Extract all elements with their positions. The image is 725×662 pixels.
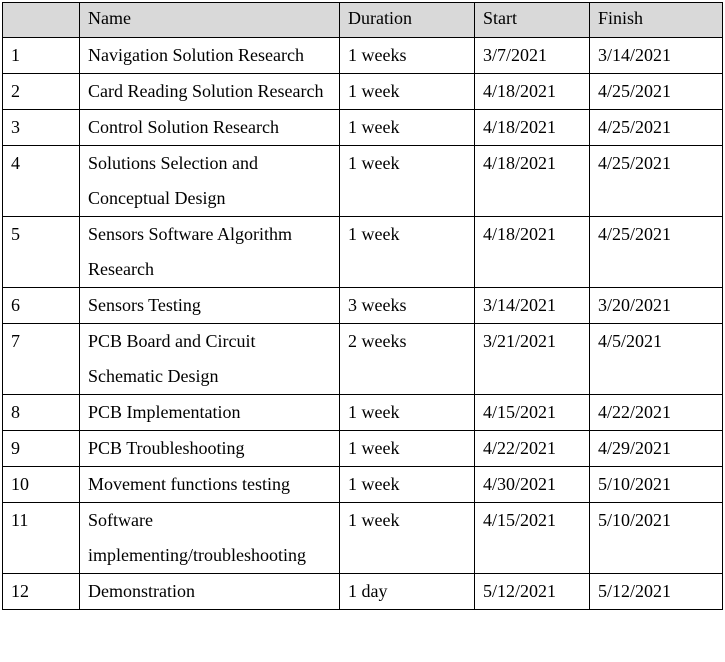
cell-name: Sensors Software Algorithm Research bbox=[80, 217, 340, 288]
cell-name: Navigation Solution Research bbox=[80, 38, 340, 74]
cell-start: 4/30/2021 bbox=[475, 467, 590, 503]
table-row bbox=[3, 146, 723, 217]
table-row bbox=[3, 324, 723, 395]
cell-finish: 4/25/2021 bbox=[590, 110, 723, 146]
cell-duration: 1 weeks bbox=[340, 38, 475, 74]
table-row bbox=[3, 574, 723, 610]
cell-id: 8 bbox=[3, 395, 80, 431]
cell-name: PCB Troubleshooting bbox=[80, 431, 340, 467]
cell-name: Sensors Testing bbox=[80, 288, 340, 324]
cell-name: PCB Implementation bbox=[80, 395, 340, 431]
cell-name: Control Solution Research bbox=[80, 110, 340, 146]
table-row bbox=[3, 110, 723, 146]
table-row bbox=[3, 288, 723, 324]
cell-start: 3/14/2021 bbox=[475, 288, 590, 324]
cell-start: 4/18/2021 bbox=[475, 146, 590, 217]
cell-name: Demonstration bbox=[80, 574, 340, 610]
cell-duration: 1 day bbox=[340, 574, 475, 610]
cell-finish: 4/29/2021 bbox=[590, 431, 723, 467]
cell-duration: 1 week bbox=[340, 503, 475, 574]
cell-name: PCB Board and Circuit Schematic Design bbox=[80, 324, 340, 395]
header-finish: Finish bbox=[590, 3, 723, 38]
cell-name: Software implementing/troubleshooting bbox=[80, 503, 340, 574]
header-duration: Duration bbox=[340, 3, 475, 38]
table-row bbox=[3, 74, 723, 110]
cell-name: Card Reading Solution Research bbox=[80, 74, 340, 110]
table-row bbox=[3, 467, 723, 503]
cell-id: 12 bbox=[3, 574, 80, 610]
cell-start: 4/18/2021 bbox=[475, 110, 590, 146]
table-header-row bbox=[3, 3, 723, 38]
cell-duration: 1 week bbox=[340, 217, 475, 288]
cell-duration: 1 week bbox=[340, 146, 475, 217]
cell-duration: 1 week bbox=[340, 74, 475, 110]
table-row bbox=[3, 38, 723, 74]
cell-start: 4/15/2021 bbox=[475, 395, 590, 431]
cell-id: 6 bbox=[3, 288, 80, 324]
cell-duration: 1 week bbox=[340, 467, 475, 503]
schedule-table bbox=[2, 2, 723, 610]
cell-start: 3/21/2021 bbox=[475, 324, 590, 395]
cell-start: 3/7/2021 bbox=[475, 38, 590, 74]
cell-id: 7 bbox=[3, 324, 80, 395]
cell-start: 5/12/2021 bbox=[475, 574, 590, 610]
table-row bbox=[3, 503, 723, 574]
cell-id: 11 bbox=[3, 503, 80, 574]
cell-duration: 3 weeks bbox=[340, 288, 475, 324]
cell-id: 3 bbox=[3, 110, 80, 146]
cell-id: 1 bbox=[3, 38, 80, 74]
cell-start: 4/18/2021 bbox=[475, 217, 590, 288]
cell-id: 4 bbox=[3, 146, 80, 217]
table-row bbox=[3, 395, 723, 431]
schedule-table-container bbox=[2, 2, 723, 610]
table-row bbox=[3, 431, 723, 467]
table-body bbox=[3, 38, 723, 610]
cell-finish: 4/25/2021 bbox=[590, 217, 723, 288]
cell-duration: 1 week bbox=[340, 110, 475, 146]
header-start: Start bbox=[475, 3, 590, 38]
cell-finish: 3/20/2021 bbox=[590, 288, 723, 324]
cell-name: Movement functions testing bbox=[80, 467, 340, 503]
cell-finish: 3/14/2021 bbox=[590, 38, 723, 74]
cell-id: 9 bbox=[3, 431, 80, 467]
cell-start: 4/15/2021 bbox=[475, 503, 590, 574]
table-row bbox=[3, 217, 723, 288]
cell-id: 5 bbox=[3, 217, 80, 288]
cell-id: 10 bbox=[3, 467, 80, 503]
cell-finish: 5/12/2021 bbox=[590, 574, 723, 610]
cell-finish: 5/10/2021 bbox=[590, 467, 723, 503]
cell-finish: 5/10/2021 bbox=[590, 503, 723, 574]
cell-duration: 1 week bbox=[340, 395, 475, 431]
cell-finish: 4/22/2021 bbox=[590, 395, 723, 431]
cell-duration: 1 week bbox=[340, 431, 475, 467]
cell-duration: 2 weeks bbox=[340, 324, 475, 395]
cell-start: 4/18/2021 bbox=[475, 74, 590, 110]
cell-start: 4/22/2021 bbox=[475, 431, 590, 467]
cell-finish: 4/5/2021 bbox=[590, 324, 723, 395]
cell-finish: 4/25/2021 bbox=[590, 146, 723, 217]
cell-id: 2 bbox=[3, 74, 80, 110]
cell-name: Solutions Selection and Conceptual Design bbox=[80, 146, 340, 217]
cell-finish: 4/25/2021 bbox=[590, 74, 723, 110]
header-id bbox=[3, 3, 80, 38]
header-name: Name bbox=[80, 3, 340, 38]
